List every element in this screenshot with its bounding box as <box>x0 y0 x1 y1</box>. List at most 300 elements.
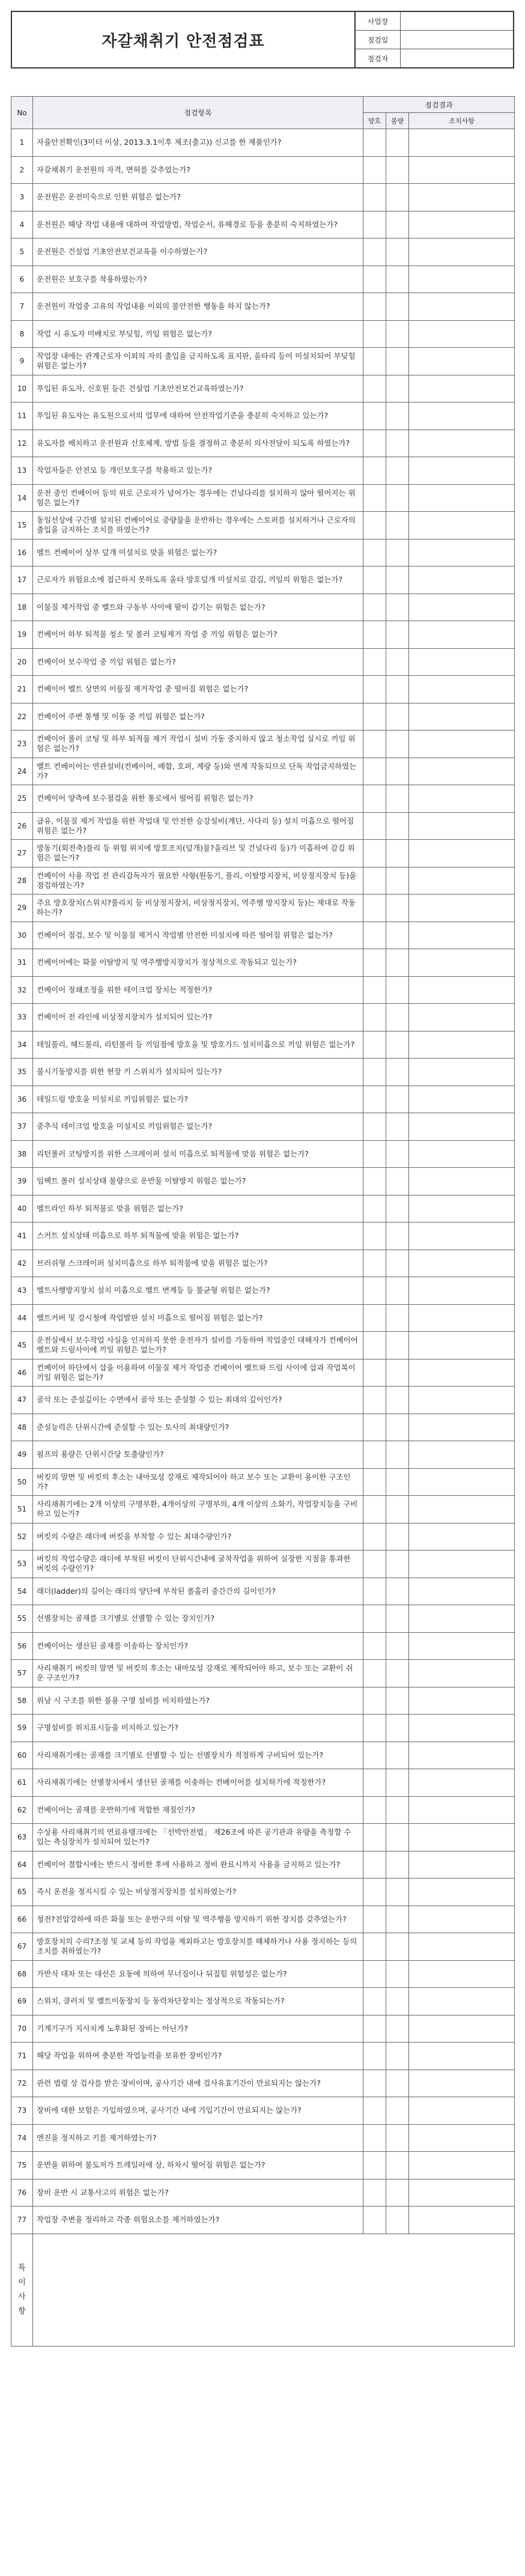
table-row <box>11 812 515 840</box>
cell-action[interactable] <box>409 1523 515 1551</box>
cell-action[interactable] <box>409 129 515 157</box>
cell-ok[interactable] <box>363 1195 386 1223</box>
cell-action[interactable] <box>409 266 515 293</box>
cell-action[interactable] <box>409 211 515 238</box>
cell-bad[interactable] <box>386 1605 409 1633</box>
row-number: 15 <box>11 512 33 539</box>
cell-ok[interactable] <box>363 1113 386 1141</box>
info-label-inspector: 점검자 <box>356 49 401 67</box>
cell-ok[interactable] <box>363 1960 386 1988</box>
cell-action[interactable] <box>409 1660 515 1687</box>
cell-ok[interactable] <box>363 1031 386 1059</box>
cell-ok[interactable] <box>363 2043 386 2070</box>
info-row-date <box>356 31 513 49</box>
cell-action[interactable] <box>409 1551 515 1578</box>
row-item: 사리채취기에는 골재를 크기별로 선별할 수 있는 선별장치가 적정하게 구비되어 있는가? <box>33 1742 363 1769</box>
row-number: 65 <box>11 1879 33 1906</box>
info-value-date[interactable] <box>401 31 513 49</box>
row-item: 컨베이어 전 라인에 비상정지장치가 설치되어 있는가? <box>33 1004 363 1031</box>
cell-bad[interactable] <box>386 621 409 649</box>
row-item: 컨베이어 사용 작업 전 관리감독자가 필요한 사항(원동기, 풀리, 이탈방지장치, 비상정지장치 등)을 점검하였는가? <box>33 867 363 895</box>
row-number: 52 <box>11 1523 33 1551</box>
cell-ok[interactable] <box>363 1605 386 1633</box>
cell-bad[interactable] <box>386 1960 409 1988</box>
row-item: 테일드럼 방호울 미설치로 끼임위험은 없는가? <box>33 1086 363 1113</box>
row-number: 12 <box>11 430 33 457</box>
cell-ok[interactable] <box>363 1988 386 2016</box>
cell-ok[interactable] <box>363 348 386 375</box>
table-row <box>11 567 515 594</box>
cell-bad[interactable] <box>386 402 409 430</box>
row-item: 준설능력은 단위시간에 준설할 수 있는 토사의 최대량인가? <box>33 1414 363 1441</box>
cell-ok[interactable] <box>363 430 386 457</box>
cell-action[interactable] <box>409 594 515 621</box>
cell-action[interactable] <box>409 1168 515 1195</box>
cell-bad[interactable] <box>386 1742 409 1769</box>
cell-bad[interactable] <box>386 2070 409 2097</box>
cell-bad[interactable] <box>386 676 409 703</box>
cell-action[interactable] <box>409 1059 515 1086</box>
table-header-row <box>11 97 515 113</box>
cell-ok[interactable] <box>363 375 386 402</box>
cell-ok[interactable] <box>363 976 386 1004</box>
cell-ok[interactable] <box>363 1523 386 1551</box>
cell-action[interactable] <box>409 1933 515 1961</box>
cell-bad[interactable] <box>386 539 409 567</box>
row-item: 작업자들은 안전모 등 개인보호구를 착용하고 있는가? <box>33 457 363 485</box>
cell-action[interactable] <box>409 1387 515 1414</box>
cell-ok[interactable] <box>363 1332 386 1359</box>
cell-bad[interactable] <box>386 1551 409 1578</box>
cell-ok[interactable] <box>363 2124 386 2152</box>
cell-bad[interactable] <box>386 1468 409 1496</box>
cell-action[interactable] <box>409 1960 515 1988</box>
cell-bad[interactable] <box>386 1250 409 1277</box>
cell-action[interactable] <box>409 1796 515 1824</box>
cell-bad[interactable] <box>386 1988 409 2016</box>
cell-ok[interactable] <box>363 457 386 485</box>
info-row-site <box>356 12 513 31</box>
cell-ok[interactable] <box>363 184 386 211</box>
table-row <box>11 1796 515 1824</box>
cell-bad[interactable] <box>386 1277 409 1305</box>
cell-action[interactable] <box>409 648 515 676</box>
cell-bad[interactable] <box>386 1851 409 1879</box>
cell-ok[interactable] <box>363 1824 386 1852</box>
cell-ok[interactable] <box>363 402 386 430</box>
cell-action[interactable] <box>409 1851 515 1879</box>
cell-bad[interactable] <box>386 211 409 238</box>
cell-action[interactable] <box>409 1304 515 1332</box>
cell-ok[interactable] <box>363 1359 386 1387</box>
cell-action[interactable] <box>409 1824 515 1852</box>
row-item: 근로자가 위험요소에 접근하지 못하도록 울타 방호덮개 미설치로 감김, 끼임의 위험은 없는가? <box>33 567 363 594</box>
cell-ok[interactable] <box>363 211 386 238</box>
cell-action[interactable] <box>409 156 515 184</box>
cell-action[interactable] <box>409 567 515 594</box>
cell-ok[interactable] <box>363 2015 386 2043</box>
cell-action[interactable] <box>409 512 515 539</box>
table-row <box>11 2124 515 2152</box>
cell-bad[interactable] <box>386 1332 409 1359</box>
table-row <box>11 648 515 676</box>
cell-ok[interactable] <box>363 1086 386 1113</box>
row-item: 컨베이어 하부 퇴적물 청소 및 롤러 코팅제거 작업 중 끼임 위험은 없는가? <box>33 621 363 649</box>
table-row <box>11 266 515 293</box>
cell-bad[interactable] <box>386 758 409 785</box>
cell-bad[interactable] <box>386 2097 409 2125</box>
cell-bad[interactable] <box>386 731 409 758</box>
cell-ok[interactable] <box>363 1140 386 1168</box>
cell-ok[interactable] <box>363 1496 386 1523</box>
cell-action[interactable] <box>409 1195 515 1223</box>
info-label-date: 점검일 <box>356 31 401 49</box>
cell-bad[interactable] <box>386 2015 409 2043</box>
cell-ok[interactable] <box>363 129 386 157</box>
cell-action[interactable] <box>409 1086 515 1113</box>
row-number: 57 <box>11 1660 33 1687</box>
cell-bad[interactable] <box>386 1796 409 1824</box>
cell-bad[interactable] <box>386 1113 409 1141</box>
cell-action[interactable] <box>409 2097 515 2125</box>
cell-bad[interactable] <box>386 1824 409 1852</box>
cell-bad[interactable] <box>386 2043 409 2070</box>
page-title: 자갈채취기 안전점검표 <box>12 12 356 67</box>
cell-bad[interactable] <box>386 895 409 922</box>
cell-ok[interactable] <box>363 1277 386 1305</box>
cell-bad[interactable] <box>386 184 409 211</box>
cell-bad[interactable] <box>386 785 409 813</box>
cell-bad[interactable] <box>386 1879 409 1906</box>
cell-bad[interactable] <box>386 594 409 621</box>
cell-ok[interactable] <box>363 1059 386 1086</box>
cell-action[interactable] <box>409 731 515 758</box>
cell-action[interactable] <box>409 922 515 949</box>
cell-action[interactable] <box>409 430 515 457</box>
row-number: 29 <box>11 895 33 922</box>
cell-action[interactable] <box>409 703 515 731</box>
cell-action[interactable] <box>409 320 515 348</box>
cell-action[interactable] <box>409 949 515 977</box>
cell-action[interactable] <box>409 2179 515 2207</box>
cell-ok[interactable] <box>363 1250 386 1277</box>
cell-bad[interactable] <box>386 1715 409 1742</box>
cell-action[interactable] <box>409 1605 515 1633</box>
cell-bad[interactable] <box>386 1140 409 1168</box>
cell-action[interactable] <box>409 758 515 785</box>
cell-ok[interactable] <box>363 1851 386 1879</box>
cell-ok[interactable] <box>363 1879 386 1906</box>
cell-ok[interactable] <box>363 266 386 293</box>
row-number: 19 <box>11 621 33 649</box>
cell-ok[interactable] <box>363 2207 386 2234</box>
table-row <box>11 1468 515 1496</box>
cell-bad[interactable] <box>386 812 409 840</box>
cell-ok[interactable] <box>363 703 386 731</box>
cell-ok[interactable] <box>363 1769 386 1797</box>
row-number: 32 <box>11 976 33 1004</box>
cell-action[interactable] <box>409 1031 515 1059</box>
cell-ok[interactable] <box>363 1687 386 1715</box>
cell-bad[interactable] <box>386 238 409 266</box>
cell-ok[interactable] <box>363 1223 386 1250</box>
cell-bad[interactable] <box>386 1578 409 1605</box>
row-number: 62 <box>11 1796 33 1824</box>
cell-action[interactable] <box>409 1632 515 1660</box>
cell-action[interactable] <box>409 785 515 813</box>
row-number: 27 <box>11 840 33 867</box>
cell-bad[interactable] <box>386 2207 409 2234</box>
cell-ok[interactable] <box>363 567 386 594</box>
cell-bad[interactable] <box>386 457 409 485</box>
cell-action[interactable] <box>409 1113 515 1141</box>
cell-bad[interactable] <box>386 648 409 676</box>
cell-action[interactable] <box>409 1496 515 1523</box>
table-row <box>11 2070 515 2097</box>
cell-ok[interactable] <box>363 1796 386 1824</box>
cell-action[interactable] <box>409 1715 515 1742</box>
cell-bad[interactable] <box>386 1660 409 1687</box>
cell-bad[interactable] <box>386 2152 409 2180</box>
cell-action[interactable] <box>409 976 515 1004</box>
cell-bad[interactable] <box>386 1195 409 1223</box>
cell-bad[interactable] <box>386 1304 409 1332</box>
cell-ok[interactable] <box>363 2097 386 2125</box>
row-number: 30 <box>11 922 33 949</box>
cell-action[interactable] <box>409 402 515 430</box>
cell-bad[interactable] <box>386 1687 409 1715</box>
cell-action[interactable] <box>409 1223 515 1250</box>
row-item: 수상용 사리채취기의 연료유탱크에는 「선박안전법」 제26조에 따른 공기관과 유량을 측정할 수 있는 측심장치가 설치되어 있는가? <box>33 1824 363 1852</box>
cell-bad[interactable] <box>386 1632 409 1660</box>
cell-action[interactable] <box>409 1468 515 1496</box>
cell-ok[interactable] <box>363 2070 386 2097</box>
cell-ok[interactable] <box>363 867 386 895</box>
cell-bad[interactable] <box>386 1933 409 1961</box>
remarks-field[interactable] <box>33 2234 515 2346</box>
cell-bad[interactable] <box>386 2179 409 2207</box>
cell-action[interactable] <box>409 184 515 211</box>
cell-action[interactable] <box>409 2124 515 2152</box>
cell-bad[interactable] <box>386 320 409 348</box>
cell-ok[interactable] <box>363 512 386 539</box>
cell-action[interactable] <box>409 867 515 895</box>
cell-action[interactable] <box>409 1742 515 1769</box>
cell-action[interactable] <box>409 1687 515 1715</box>
cell-bad[interactable] <box>386 867 409 895</box>
table-row <box>11 484 515 512</box>
cell-action[interactable] <box>409 293 515 321</box>
cell-ok[interactable] <box>363 621 386 649</box>
row-number: 71 <box>11 2043 33 2070</box>
cell-action[interactable] <box>409 840 515 867</box>
cell-ok[interactable] <box>363 320 386 348</box>
cell-ok[interactable] <box>363 812 386 840</box>
cell-bad[interactable] <box>386 293 409 321</box>
cell-bad[interactable] <box>386 2124 409 2152</box>
cell-bad[interactable] <box>386 1496 409 1523</box>
cell-ok[interactable] <box>363 895 386 922</box>
info-value-site[interactable] <box>401 12 513 30</box>
cell-action[interactable] <box>409 1140 515 1168</box>
cell-ok[interactable] <box>363 785 386 813</box>
cell-bad[interactable] <box>386 1359 409 1387</box>
cell-ok[interactable] <box>363 539 386 567</box>
cell-action[interactable] <box>409 895 515 922</box>
table-row <box>11 1742 515 1769</box>
cell-ok[interactable] <box>363 1715 386 1742</box>
cell-ok[interactable] <box>363 1933 386 1961</box>
header-info-box <box>356 12 513 67</box>
cell-action[interactable] <box>409 348 515 375</box>
table-row <box>11 621 515 649</box>
cell-ok[interactable] <box>363 758 386 785</box>
row-number: 7 <box>11 293 33 321</box>
row-item: 벨트커버 및 강시청에 작업발판 설치 미흡으로 떨어짐 위험은 없는가? <box>33 1304 363 1332</box>
row-item: 임팩트 롤러 설치상태 불량으로 운반물 이탈방지 위험은 없는가? <box>33 1168 363 1195</box>
row-item: 컨베이어에는 화물 이탈방지 및 역주행방지장치가 정상적으로 작동되고 있는가? <box>33 949 363 977</box>
cell-action[interactable] <box>409 375 515 402</box>
cell-bad[interactable] <box>386 1387 409 1414</box>
cell-ok[interactable] <box>363 1441 386 1469</box>
table-row <box>11 293 515 321</box>
row-item: 운전원은 운전미숙으로 인한 위험은 없는가? <box>33 184 363 211</box>
cell-ok[interactable] <box>363 676 386 703</box>
cell-action[interactable] <box>409 457 515 485</box>
cell-bad[interactable] <box>386 484 409 512</box>
cell-ok[interactable] <box>363 484 386 512</box>
cell-action[interactable] <box>409 1769 515 1797</box>
cell-ok[interactable] <box>363 1304 386 1332</box>
cell-bad[interactable] <box>386 1031 409 1059</box>
cell-ok[interactable] <box>363 2179 386 2207</box>
row-number: 56 <box>11 1632 33 1660</box>
cell-bad[interactable] <box>386 129 409 157</box>
cell-ok[interactable] <box>363 594 386 621</box>
cell-ok[interactable] <box>363 1660 386 1687</box>
cell-ok[interactable] <box>363 1468 386 1496</box>
cell-bad[interactable] <box>386 1414 409 1441</box>
cell-ok[interactable] <box>363 840 386 867</box>
cell-bad[interactable] <box>386 1059 409 1086</box>
cell-action[interactable] <box>409 238 515 266</box>
table-row <box>11 1660 515 1687</box>
cell-bad[interactable] <box>386 1004 409 1031</box>
cell-bad[interactable] <box>386 949 409 977</box>
cell-action[interactable] <box>409 1414 515 1441</box>
cell-bad[interactable] <box>386 375 409 402</box>
table-row <box>11 867 515 895</box>
checklist-page <box>11 11 514 2347</box>
cell-ok[interactable] <box>363 2152 386 2180</box>
cell-action[interactable] <box>409 2152 515 2180</box>
cell-ok[interactable] <box>363 1742 386 1769</box>
row-number: 13 <box>11 457 33 485</box>
cell-bad[interactable] <box>386 266 409 293</box>
cell-action[interactable] <box>409 2015 515 2043</box>
cell-ok[interactable] <box>363 1906 386 1933</box>
row-item: 컨베이어 양측에 보수점검을 위한 통로에서 떨어짐 위험은 없는가? <box>33 785 363 813</box>
cell-action[interactable] <box>409 1988 515 2016</box>
cell-bad[interactable] <box>386 348 409 375</box>
cell-ok[interactable] <box>363 1551 386 1578</box>
cell-bad[interactable] <box>386 976 409 1004</box>
cell-bad[interactable] <box>386 1906 409 1933</box>
cell-action[interactable] <box>409 2043 515 2070</box>
cell-ok[interactable] <box>363 949 386 977</box>
cell-bad[interactable] <box>386 1769 409 1797</box>
cell-action[interactable] <box>409 1332 515 1359</box>
cell-action[interactable] <box>409 539 515 567</box>
cell-action[interactable] <box>409 1359 515 1387</box>
cell-bad[interactable] <box>386 1086 409 1113</box>
cell-ok[interactable] <box>363 1168 386 1195</box>
cell-action[interactable] <box>409 2207 515 2234</box>
cell-ok[interactable] <box>363 293 386 321</box>
cell-ok[interactable] <box>363 1004 386 1031</box>
cell-bad[interactable] <box>386 567 409 594</box>
row-item: 작업장 내에는 관계근로자 이외의 자의 출입을 금지하도록 표지판, 울타리 등이 미설치되어 부딪힘 위험은 없는가? <box>33 348 363 375</box>
cell-action[interactable] <box>409 2070 515 2097</box>
cell-action[interactable] <box>409 1004 515 1031</box>
cell-bad[interactable] <box>386 1168 409 1195</box>
row-item: 운전실에서 보수작업 사실을 인지하지 못한 운전자가 설비를 가동하여 작업중인 대해자가 컨베이어 벨트와 드럼사이에 끼일 위험은 없는가? <box>33 1332 363 1359</box>
cell-ok[interactable] <box>363 1578 386 1605</box>
info-value-inspector[interactable] <box>401 49 513 67</box>
row-item: 벨트 컨베이어 상부 덮개 미설치로 맞을 위험은 없는가? <box>33 539 363 567</box>
cell-ok[interactable] <box>363 648 386 676</box>
cell-bad[interactable] <box>386 922 409 949</box>
cell-ok[interactable] <box>363 156 386 184</box>
cell-ok[interactable] <box>363 922 386 949</box>
row-number: 38 <box>11 1140 33 1168</box>
cell-bad[interactable] <box>386 703 409 731</box>
cell-ok[interactable] <box>363 1632 386 1660</box>
row-number: 73 <box>11 2097 33 2125</box>
row-number: 8 <box>11 320 33 348</box>
cell-action[interactable] <box>409 1578 515 1605</box>
cell-bad[interactable] <box>386 156 409 184</box>
cell-action[interactable] <box>409 1441 515 1469</box>
row-item: 테일풀리, 헤드풀리, 리턴롤러 등 끼임점에 방호울 및 방호가드 설치미흡으로 끼임 위험은 없는가? <box>33 1031 363 1059</box>
cell-action[interactable] <box>409 621 515 649</box>
row-number: 24 <box>11 758 33 785</box>
cell-action[interactable] <box>409 1906 515 1933</box>
table-row <box>11 1359 515 1387</box>
cell-ok[interactable] <box>363 1387 386 1414</box>
cell-ok[interactable] <box>363 1414 386 1441</box>
cell-ok[interactable] <box>363 731 386 758</box>
cell-ok[interactable] <box>363 238 386 266</box>
row-number: 42 <box>11 1250 33 1277</box>
cell-action[interactable] <box>409 676 515 703</box>
cell-bad[interactable] <box>386 430 409 457</box>
cell-action[interactable] <box>409 1879 515 1906</box>
cell-action[interactable] <box>409 812 515 840</box>
cell-bad[interactable] <box>386 1441 409 1469</box>
cell-bad[interactable] <box>386 1523 409 1551</box>
col-header-bad: 불량 <box>386 113 409 129</box>
row-number: 43 <box>11 1277 33 1305</box>
cell-action[interactable] <box>409 484 515 512</box>
cell-bad[interactable] <box>386 1223 409 1250</box>
row-number: 63 <box>11 1824 33 1852</box>
table-row <box>11 2097 515 2125</box>
cell-bad[interactable] <box>386 512 409 539</box>
cell-action[interactable] <box>409 1250 515 1277</box>
cell-action[interactable] <box>409 1277 515 1305</box>
cell-bad[interactable] <box>386 840 409 867</box>
